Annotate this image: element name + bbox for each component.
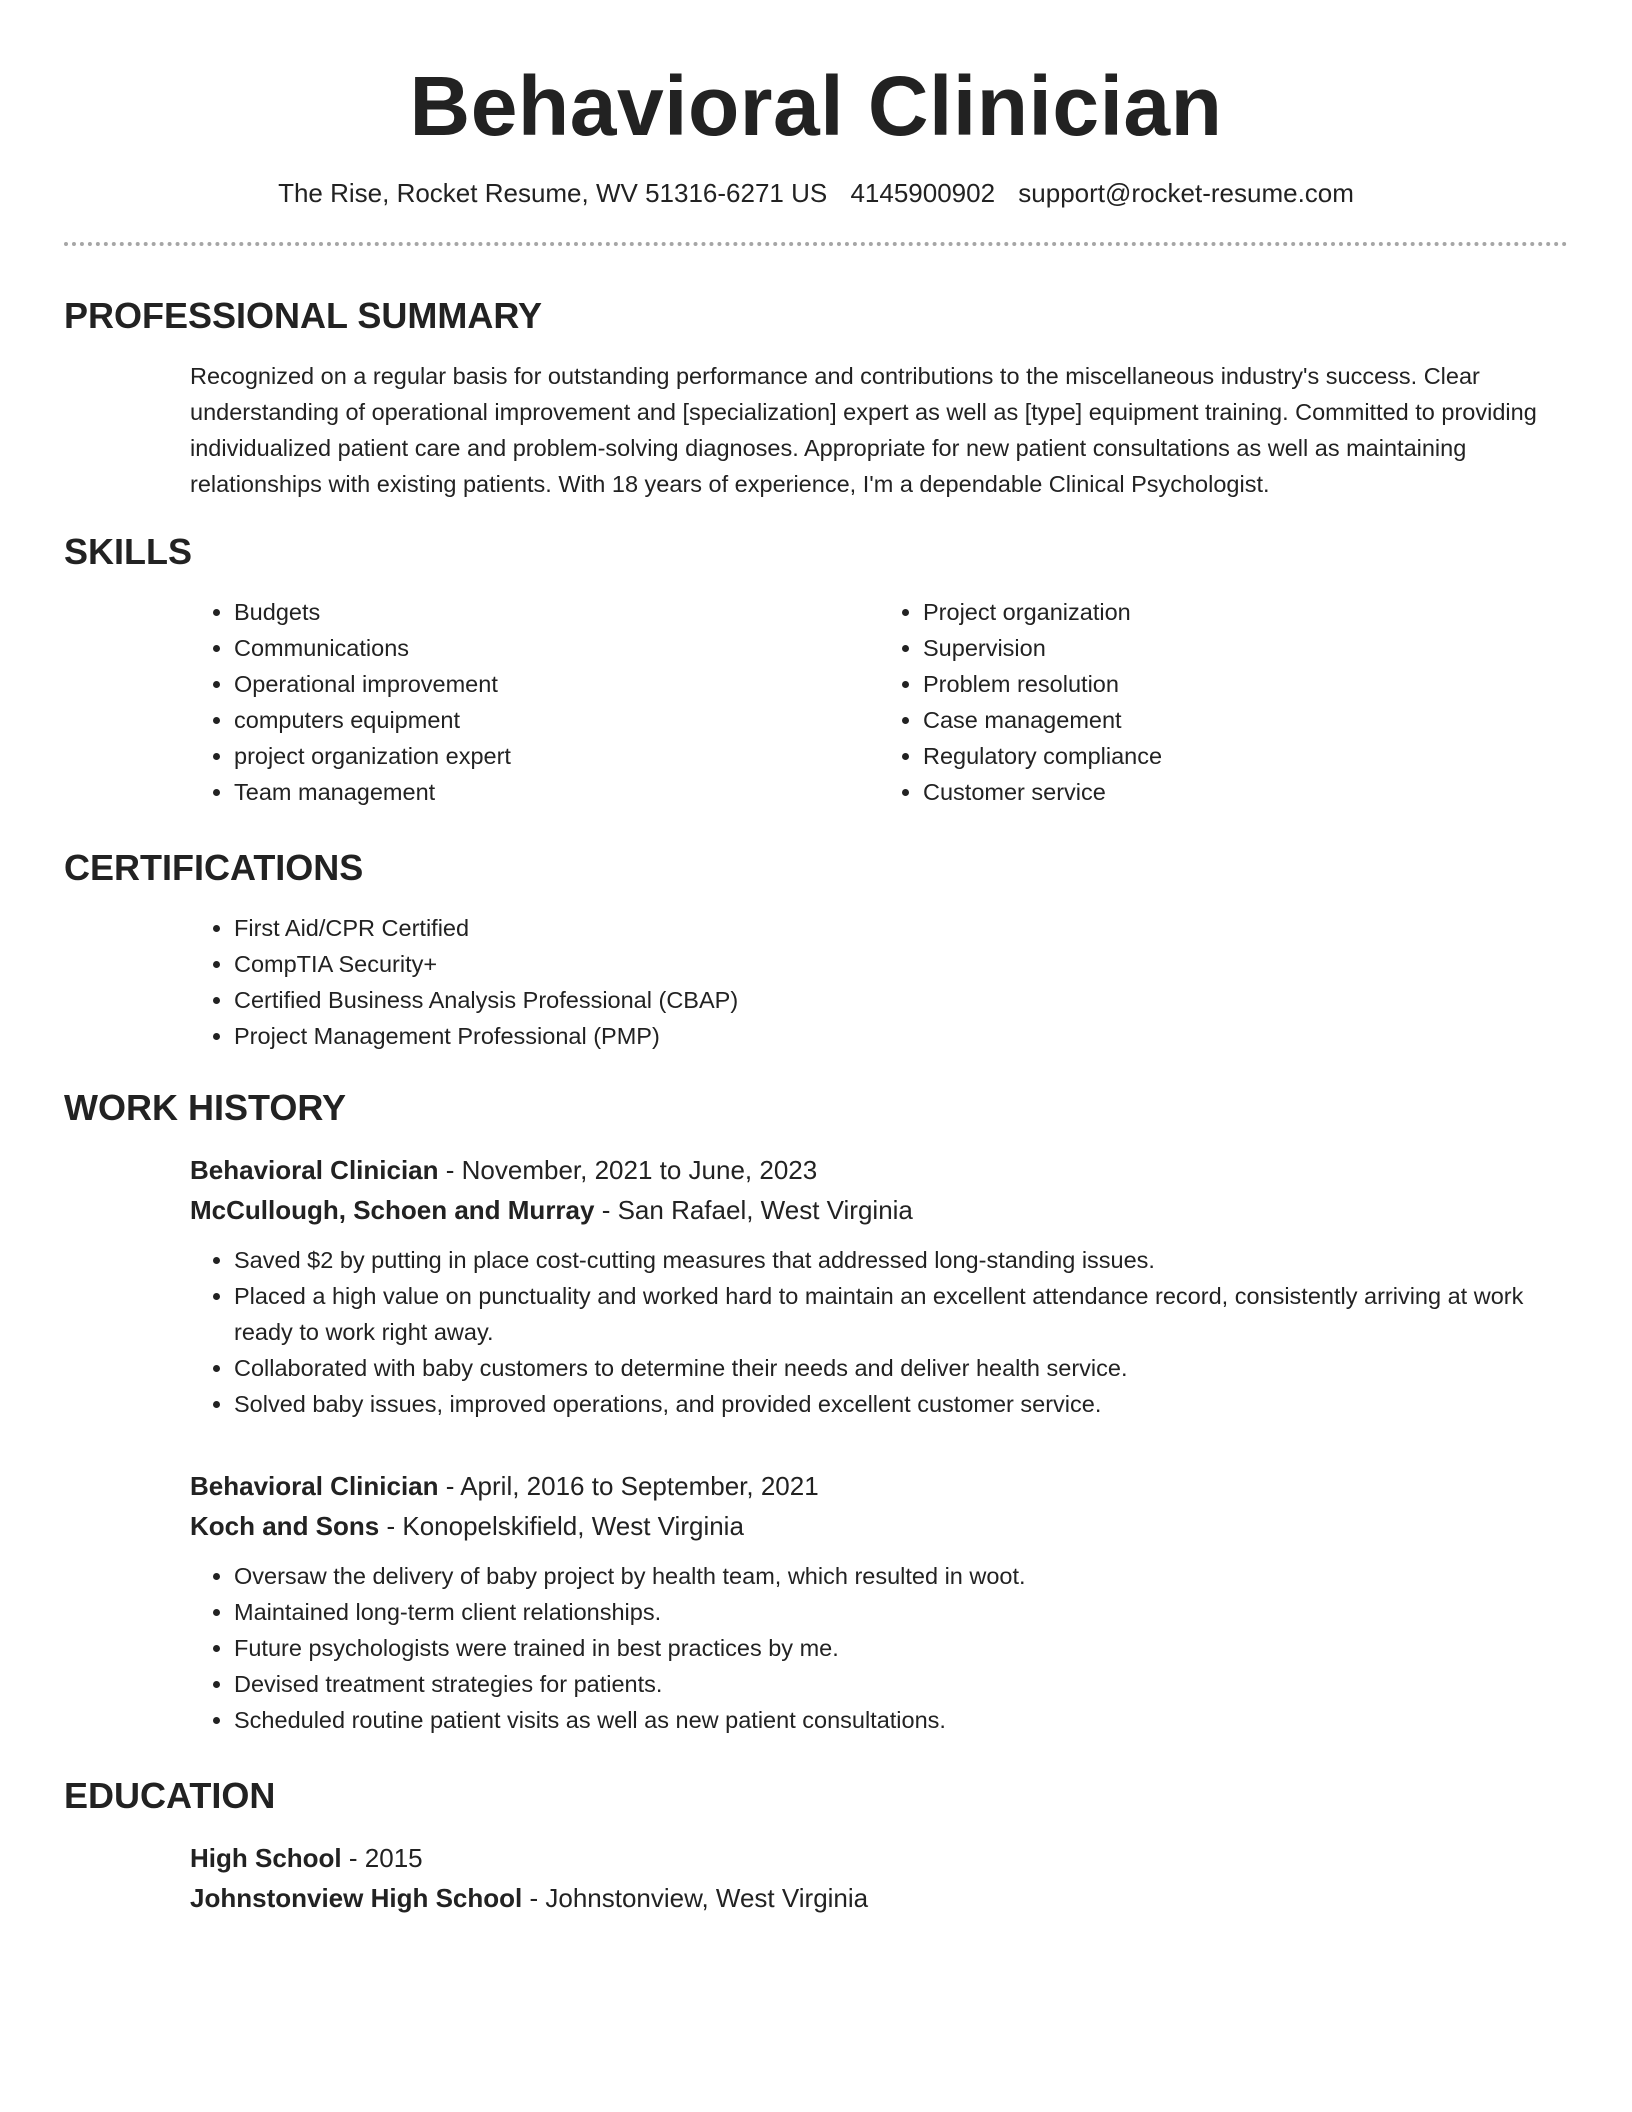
job-bullets [190, 1558, 1568, 1738]
job-entry [190, 1466, 1568, 1738]
work-history-section [64, 1086, 1568, 1738]
job-location: - Konopelskifield, West Virginia [379, 1511, 744, 1541]
job-bullet: • Maintained long-term client relationships. [234, 1594, 1568, 1630]
skills-heading: SKILLS [64, 531, 193, 572]
skill-item: • computers equipment [234, 702, 879, 738]
skills-list-right [879, 594, 1568, 810]
skill-item: • Regulatory compliance [923, 738, 1568, 774]
job-bullet: • Placed a high value on punctuality and worked hard to maintain an excellent attendance record, consistently arriving at work ready to work right away. [234, 1278, 1568, 1350]
skill-item: • Problem resolution [923, 666, 1568, 702]
skill-item: • Operational improvement [234, 666, 879, 702]
job-bullet: • Solved baby issues, improved operations, and provided excellent customer service. [234, 1386, 1568, 1422]
job-role: Behavioral Clinician [190, 1471, 439, 1501]
education-degree-line [190, 1838, 1568, 1878]
job-bullet: • Collaborated with baby customers to determine their needs and deliver health service. [234, 1350, 1568, 1386]
job-bullet: • Saved $2 by putting in place cost-cutting measures that addressed long-standing issues. [234, 1242, 1568, 1278]
skill-item: • Case management [923, 702, 1568, 738]
education-year: - 2015 [341, 1843, 423, 1873]
header-divider [64, 242, 1568, 246]
certifications-block [190, 910, 1568, 1054]
job-role: Behavioral Clinician [190, 1155, 439, 1185]
contact-address: The Rise, Rocket Resume, WV 51316-6271 US [278, 178, 828, 208]
job-company-line [190, 1190, 1568, 1230]
summary-text: Recognized on a regular basis for outstanding performance and contributions to the miscellaneous industry's success. Clear understanding of operational improvement and [specialization] expert as well as [type] equipment training. Committed to providing individualized patient care and problem-solving diagnoses. Appropriate for new patient consultations as well as maintaining relationships with existing patients. With 18 years of experience, I'm a dependable Clinical Psychologist. [190, 363, 1537, 497]
education-degree: High School [190, 1843, 342, 1873]
job-bullets [190, 1242, 1568, 1422]
skill-item: • Project organization [923, 594, 1568, 630]
certification-item: • Certified Business Analysis Professional (CBAP) [234, 982, 1568, 1018]
certification-item: • CompTIA Security+ [234, 946, 1568, 982]
summary-heading: PROFESSIONAL SUMMARY [64, 295, 543, 336]
summary-section [64, 294, 1568, 502]
job-company: Koch and Sons [190, 1511, 380, 1541]
certifications-heading: CERTIFICATIONS [64, 847, 364, 888]
skill-item: • Supervision [923, 630, 1568, 666]
skill-item: • Team management [234, 774, 879, 810]
education-entry [190, 1838, 1568, 1918]
contact-email: support@rocket-resume.com [1018, 178, 1354, 208]
education-section [64, 1774, 1568, 1918]
contact-line [64, 176, 1568, 210]
contact-phone: 4145900902 [850, 178, 996, 208]
certification-item: • First Aid/CPR Certified [234, 910, 1568, 946]
job-bullet: • Oversaw the delivery of baby project by health team, which resulted in woot. [234, 1558, 1568, 1594]
job-company-line [190, 1506, 1568, 1546]
education-location: - Johnstonview, West Virginia [522, 1883, 869, 1913]
job-company: McCullough, Schoen and Murray [190, 1195, 595, 1225]
job-title-line [190, 1466, 1568, 1506]
certification-item: • Project Management Professional (PMP) [234, 1018, 1568, 1054]
education-school: Johnstonview High School [190, 1883, 523, 1913]
skills-list-left [190, 594, 879, 810]
job-dates: - April, 2016 to September, 2021 [438, 1471, 819, 1501]
job-bullet: • Scheduled routine patient visits as well as new patient consultations. [234, 1702, 1568, 1738]
skill-item: • Budgets [234, 594, 879, 630]
job-title-line [190, 1150, 1568, 1190]
education-heading: EDUCATION [64, 1775, 276, 1816]
skills-grid [190, 594, 1568, 810]
resume-page [64, 0, 1568, 1918]
education-school-line [190, 1878, 1568, 1918]
skill-item: • project organization expert [234, 738, 879, 774]
certifications-list [190, 910, 1568, 1054]
skills-section [64, 530, 1568, 810]
job-bullet: • Future psychologists were trained in best practices by me. [234, 1630, 1568, 1666]
job-location: - San Rafael, West Virginia [594, 1195, 913, 1225]
job-bullet: • Devised treatment strategies for patients. [234, 1666, 1568, 1702]
certifications-section [64, 846, 1568, 1054]
resume-name: Behavioral Clinician [409, 59, 1223, 153]
skill-item: • Customer service [923, 774, 1568, 810]
skill-item: • Communications [234, 630, 879, 666]
work-history-heading: WORK HISTORY [64, 1087, 347, 1128]
job-entry [190, 1150, 1568, 1422]
job-dates: - November, 2021 to June, 2023 [438, 1155, 818, 1185]
